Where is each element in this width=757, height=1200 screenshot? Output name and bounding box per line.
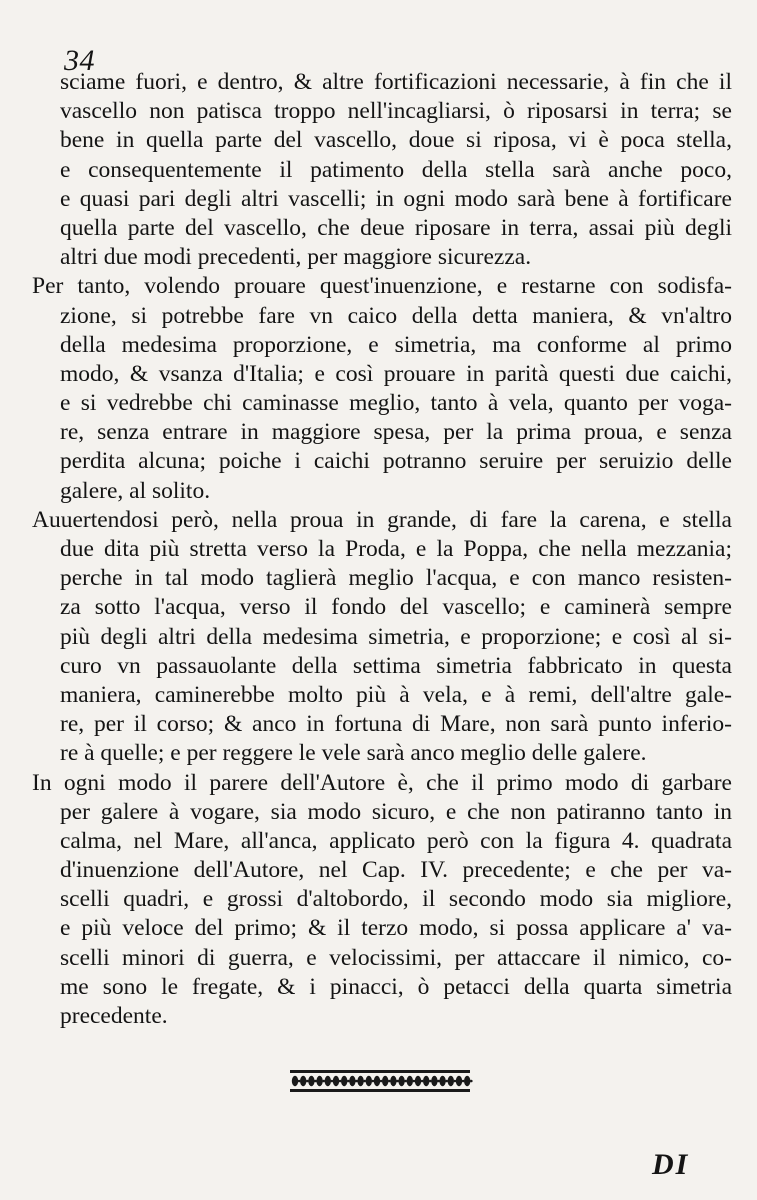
text-line: calma, nel Mare, all'anca, applicato però con la figura 4. quadrata xyxy=(60,827,732,854)
catchword: DI xyxy=(652,1148,690,1181)
ornament-mark xyxy=(374,1076,380,1086)
ornament-mark xyxy=(390,1076,396,1086)
ornament-mark xyxy=(407,1076,413,1086)
text-line: re, senza entrare in maggiore spesa, per la prima proua, e senza xyxy=(60,419,732,446)
ornament-mark xyxy=(341,1076,347,1086)
ornament-mark xyxy=(366,1076,372,1086)
text-line: re à quelle; e per reggere le vele sarà anco meglio delle galere. xyxy=(60,740,647,767)
text-line: In ogni modo il parere dell'Autore è, che il primo modo di garbare xyxy=(32,769,732,796)
text-line: e quasi pari degli altri vascelli; in ogni modo sarà bene à fortificare xyxy=(60,185,732,212)
ornament-divider xyxy=(286,1067,474,1095)
text-line: per galere à vogare, sia modo sicuro, e che non patiranno tanto in xyxy=(60,798,732,825)
ornament-mark xyxy=(464,1076,470,1086)
text-line: due dita più stretta verso la Proda, e la Poppa, che nella mezzania; xyxy=(60,536,732,562)
text-line: vascello non patisca troppo nell'incagliarsi, ò riposarsi in terra; se xyxy=(60,98,732,125)
ornament-mark xyxy=(349,1076,355,1086)
ornament-mark xyxy=(292,1076,298,1086)
ornament-mark xyxy=(456,1076,462,1086)
paragraph xyxy=(32,272,732,506)
text-line: zione, si potrebbe fare vn caico della detta maniera, & vn'altro xyxy=(60,302,732,329)
text-line: e più veloce del primo; & il terzo modo, si possa applicare a' va- xyxy=(60,915,732,942)
text-line: più degli altri della medesima simetria, e proporzione; e così al si- xyxy=(60,623,732,650)
text-line: maniera, caminerebbe molto più à vela, e à remi, dell'altre gale- xyxy=(60,681,732,708)
text-line: altri due modi precedenti, per maggiore sicurezza. xyxy=(60,244,532,271)
text-line: me sono le fregate, & i pinacci, ò petacci della quarta simetria xyxy=(60,973,732,1000)
text-line: modo, & vsanza d'Italia; e così prouare in parità questi due caichi, xyxy=(60,360,732,387)
text-line: della medesima proporzione, e simetria, ma conforme al primo xyxy=(60,331,732,358)
ornament-mark xyxy=(325,1076,331,1086)
ornament-mark xyxy=(316,1076,322,1086)
text-line: sciame fuori, e dentro, & altre fortificazioni necessarie, à fin che il xyxy=(60,69,732,95)
paragraph xyxy=(32,769,732,1032)
ornament-mark xyxy=(398,1076,404,1086)
ornament-mark xyxy=(382,1076,388,1086)
ornament-mark xyxy=(423,1076,429,1086)
paragraph xyxy=(32,506,732,769)
text-line: e si vedrebbe chi caminasse meglio, tanto à vela, quanto per voga- xyxy=(60,390,732,417)
ornament-mark xyxy=(448,1076,454,1086)
ornament-mark xyxy=(439,1076,445,1086)
text-line: za sotto l'acqua, verso il fondo del vascello; e caminerà sempre xyxy=(60,594,732,621)
text-line: quella parte del vascello, che deue riposare in terra, assai più degli xyxy=(60,214,732,241)
text-body xyxy=(32,68,732,1031)
ornament-mark xyxy=(415,1076,421,1086)
text-line: precedente. xyxy=(60,1003,168,1029)
page-number: 34 xyxy=(64,44,95,77)
ornament-mark xyxy=(431,1076,437,1086)
text-line: d'inuenzione dell'Autore, nel Cap. IV. precedente; e che per va- xyxy=(60,857,732,884)
text-line: perche in tal modo taglierà meglio l'acqua, e con manco resisten- xyxy=(60,565,732,592)
text-line: e consequentemente il patimento della stella sarà anche poco, xyxy=(60,156,732,183)
ornament-mark xyxy=(308,1076,314,1086)
ornament-mark xyxy=(357,1076,363,1086)
ornament-mark xyxy=(333,1076,339,1086)
text-line: Per tanto, volendo prouare quest'inuenzione, e restarne con sodisfa- xyxy=(32,273,732,300)
text-line: curo vn passauolante della settima simetria fabbricato in questa xyxy=(60,652,732,679)
text-line: scelli quadri, e grossi d'altobordo, il secondo modo sia migliore, xyxy=(60,886,732,913)
text-line: bene in quella parte del vascello, doue si riposa, vi è poca stella, xyxy=(60,127,732,154)
text-line: Auuertendosi però, nella proua in grande, di fare la carena, e stella xyxy=(32,506,732,533)
ornament-divider-icon xyxy=(286,1067,474,1095)
text-line: galere, al solito. xyxy=(60,477,211,504)
text-line: perdita alcuna; poiche i caichi potranno seruire per seruizio delle xyxy=(60,448,732,475)
paragraph xyxy=(32,68,732,272)
text-line: scelli minori di guerra, e velocissimi, per attaccare il nimico, co- xyxy=(60,944,732,971)
ornament-mark xyxy=(300,1076,306,1086)
text-line: re, per il corso; & anco in fortuna di Mare, non sarà punto inferio- xyxy=(60,711,732,738)
ornament-dot xyxy=(470,1080,473,1083)
